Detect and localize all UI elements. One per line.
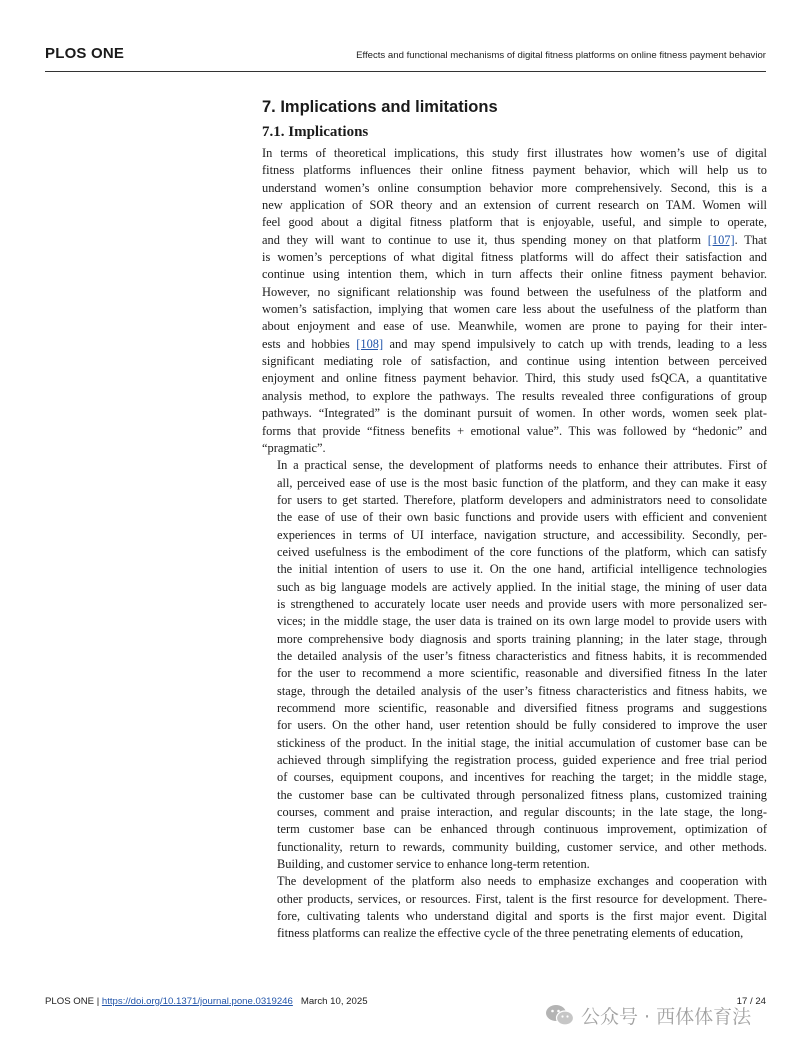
text-line: about enjoyment and ease of use. Meanwhile, women are prone to paying for their inter- [262, 319, 767, 334]
journal-name: PLOS ONE [45, 45, 125, 62]
text-line: term customer base can be enhanced through continuous improvement, optimization of [277, 822, 767, 837]
text-line: fitness platforms influences their online fitness payment behavior, which will help us to [262, 163, 767, 178]
page-header [45, 45, 766, 72]
text-line: understand women’s online consumption behavior more comprehensively. Second, this is a [262, 180, 767, 195]
text-line: significant mediating role of satisfaction, and continue using intention between perceived [262, 354, 767, 369]
text-line: new application of SOR theory and an extension of current research on TAM. Women will [262, 198, 767, 213]
text-line: analysis method, to explore the pathways. The results revealed three configurations of group [262, 388, 767, 403]
text-line: continue using intention them, which in turn affects their online fitness payment behavior. [262, 267, 767, 282]
text-line: The development of the platform also needs to emphasize exchanges and cooperation with [277, 874, 767, 889]
line-segment: ests and hobbies [262, 336, 357, 351]
text-line: In terms of theoretical implications, this study first illustrates how women’s use of digital [262, 146, 767, 160]
watermark [545, 1000, 751, 1030]
paragraphs [262, 145, 767, 943]
watermark-text: 公众号 · 西体体育法 [581, 1005, 752, 1028]
paragraph [262, 145, 767, 457]
text-line [262, 336, 767, 353]
text-line: for users. On the other hand, user retention should be fully considered to improve the user [277, 718, 767, 733]
text-line: more comprehensive body diagnosis and sports training planning; in the later stage, through [277, 631, 767, 646]
text-line: forms that provide “fitness benefits + emotional value”. This was followed by “hedonic” and [262, 423, 767, 438]
text-line: for the user to recommend a more scientific, reasonable and diversified fitness In the later [277, 666, 767, 681]
running-title: Effects and functional mechanisms of digital fitness platforms on online fitness payment behavior [356, 50, 766, 61]
text-line: stage, through the detailed analysis of the user’s fitness characteristics and fitness habits, we [277, 683, 767, 698]
text-line: fore, cultivating talents who understand digital and sports is the first major event. Digital [277, 909, 767, 924]
text-line: pathways. “Integrated” is the dominant pursuit of women. In other words, women seek plat- [262, 406, 767, 421]
text-line: stickiness of the product. In the initial stage, the initial accumulation of customer base can be [277, 735, 767, 750]
text-line: ceived usefulness is the embodiment of the core functions of the platform, which can satisfy [277, 544, 767, 559]
citation-link[interactable]: [107] [707, 232, 735, 247]
text-line: Building, and customer service to enhance long-term retention. [277, 857, 590, 872]
text-line: functionality, return to rewards, community building, customer service, and other methods. [277, 839, 767, 854]
text-line: However, no significant relationship was found between the usefulness of the platform and [262, 284, 767, 299]
line-segment: and they will want to continue to use it, thus spending money on that platform [262, 232, 708, 247]
text-line: the customer base can be cultivated through personalized fitness plans, customized training [277, 787, 767, 802]
doi-link[interactable]: https://doi.org/10.1371/journal.pone.0319246 [101, 996, 293, 1007]
text-line: the initial intention of users to use it. On the one hand, artificial intelligence technologies [277, 562, 767, 577]
text-line: feel good about a digital fitness platform that is enjoyable, useful, and simple to operate, [262, 215, 767, 230]
subsection-heading: 7.1. Implications [262, 124, 369, 140]
text-line [262, 232, 767, 249]
text-line: recommend more scientific, reasonable and diversified fitness programs and suggestions [277, 701, 767, 715]
wechat-icon [545, 1003, 575, 1027]
text-line: for users to get started. Therefore, platform developers and administrators need to consolidate [277, 492, 767, 507]
text-line: experiences in terms of UI interface, navigation structure, and accessibility. Secondly, per- [277, 527, 767, 542]
paragraph [262, 457, 767, 873]
text-line: other products, services, or resources. First, talent is the first resource for development. There- [277, 891, 767, 906]
citation-link[interactable]: [108] [356, 336, 384, 351]
line-segment: and may spend impulsively to catch up with trends, leading to a less [383, 336, 767, 351]
text-line: “pragmatic”. [262, 440, 326, 455]
article-body [262, 96, 767, 943]
text-line: In a practical sense, the development of platforms needs to enhance their attributes. First of [277, 458, 767, 473]
text-line: the ease of use of their own basic functions and provide users with efficient and convenient [277, 510, 767, 525]
text-line: such as big language models are actively applied. In the initial stage, the mining of user data [277, 579, 767, 594]
line-segment: . That [734, 232, 767, 247]
footer-separator: | [94, 996, 102, 1007]
text-line: fitness platforms can realize the effective cycle of the three penetrating elements of education, [277, 926, 744, 941]
text-line: courses, comment and praise interaction, and regular discounts; in the late stage, the long- [277, 805, 767, 820]
footer-journal: PLOS ONE [45, 996, 95, 1007]
text-line: is strengthened to accurately locate user needs and provide users with more personalized ser- [277, 596, 767, 611]
text-line: the detailed analysis of the user’s fitness characteristics and fitness habits, it is recommended [277, 648, 767, 663]
text-line: all, perceived ease of use is the most basic function of the platform, and they can make it easy [277, 475, 767, 490]
paragraph [262, 873, 767, 942]
page-number: 17 / 24 [736, 996, 766, 1007]
text-line: is women’s perceptions of what digital fitness platforms will do affect their satisfaction and [262, 250, 767, 265]
publication-date: March 10, 2025 [300, 996, 368, 1007]
text-line: achieved through simplifying the registration process, guided experience and free trial period [277, 753, 767, 768]
section-heading: 7. Implications and limitations [262, 98, 498, 116]
text-line: of courses, equipment coupons, and incentives for reaching the target; in the middle stage, [277, 770, 767, 785]
text-line: vices; in the middle stage, the user data is trained on its own large model to provide users with [277, 614, 767, 629]
text-line: women’s satisfaction, implying that women care less about the usefulness of the platform than [262, 302, 767, 317]
text-line: enjoyment and online fitness payment behavior. Third, this study used fsQCA, a quantitative [262, 371, 767, 386]
